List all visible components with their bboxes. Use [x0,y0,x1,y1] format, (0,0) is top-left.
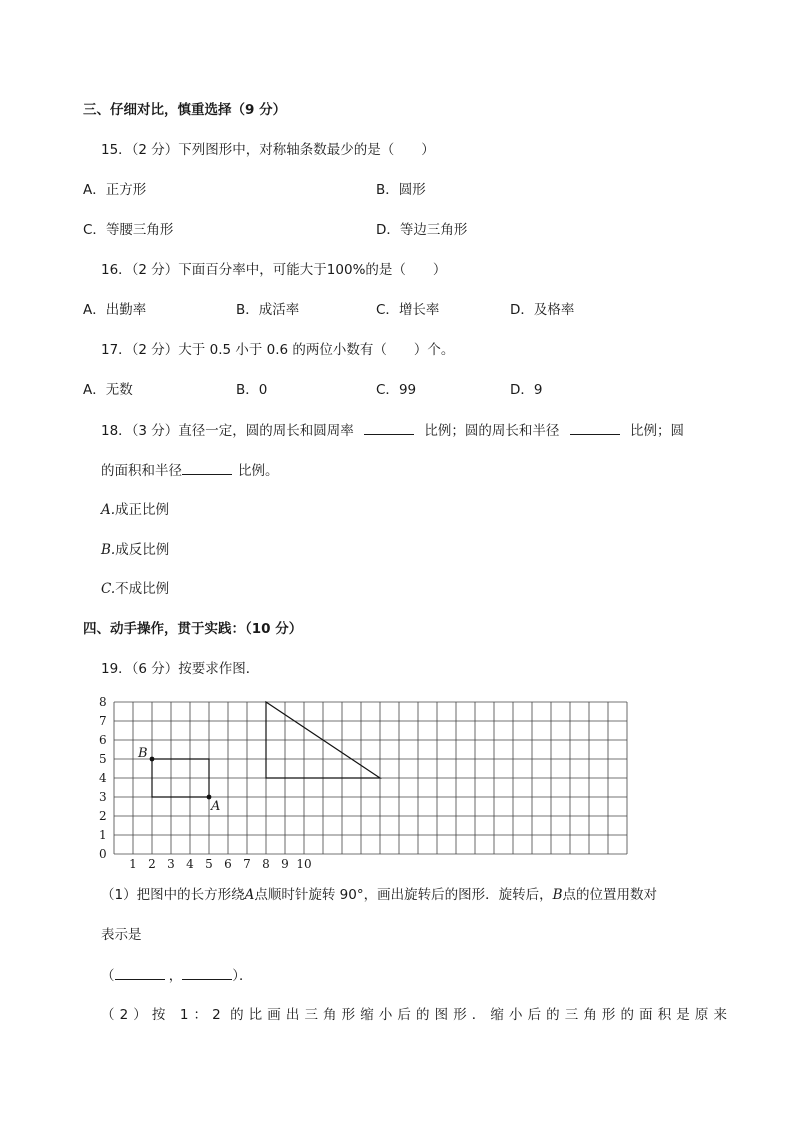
point-b-label: B [138,746,148,761]
q15-option-b: B．圆形 [376,182,426,198]
coordinate-grid [95,696,635,871]
y-tick-label: 7 [99,714,107,728]
q18-line-1: 18．（3 分）直径一定，圆的周长和圆周率 比例；圆的周长和半径 比例；圆 [101,420,684,441]
q19-sub1-line-1: （1）把图中的长方形绕A点顺时针旋转 90°，画出旋转后的图形．旋转后，B点的位置用数对 [101,887,657,903]
q18-option-a: A.成正比例 [101,502,170,518]
x-tick-label: 7 [243,857,251,871]
x-tick-label: 10 [296,857,312,871]
x-tick-label: 8 [262,857,270,871]
y-tick-label: 1 [99,828,107,842]
q19-blank-x[interactable] [115,965,165,980]
q18-blank-3[interactable] [182,460,232,475]
q15-option-a: A．正方形 [83,182,147,198]
q18-line-2: 的面积和半径 比例。 [101,460,279,481]
q18-blank-2[interactable] [570,420,620,435]
x-tick-label: 1 [129,857,137,871]
q19-stem: 19．（6 分）按要求作图． [101,661,260,677]
y-tick-label: 6 [99,733,107,747]
point-b-dot [150,757,155,762]
y-tick-label: 8 [99,696,107,709]
x-tick-label: 4 [186,857,194,871]
section-4-title: 四、动手操作，贯于实践：（10 分） [83,621,303,637]
q17-option-a: A．无数 [83,382,133,398]
q16-option-c: C．增长率 [376,302,440,318]
q15-option-c: C．等腰三角形 [83,222,174,238]
q17-option-c: C．99 [376,382,417,398]
q16-option-b: B．成活率 [236,302,300,318]
y-tick-label: 3 [99,790,107,804]
y-tick-label: 0 [99,847,107,861]
q17-option-b: B．0 [236,382,268,398]
q18-option-c: C.不成比例 [101,581,170,597]
x-tick-label: 2 [148,857,156,871]
x-axis-labels [129,857,311,871]
q15-option-d: D．等边三角形 [376,222,468,238]
q18-option-b: B.成反比例 [101,542,170,558]
q18-blank-1[interactable] [364,420,414,435]
section-3-title: 三、仔细对比，慎重选择（9 分） [83,102,287,118]
q19-sub2: （2）按 1：2 的比画出三角形缩小后的图形．缩小后的三角形的面积是原来 [101,1007,727,1023]
q19-sub1-line-2: 表示是 [101,927,142,943]
q16-option-a: A．出勤率 [83,302,147,318]
x-tick-label: 3 [167,857,175,871]
y-tick-label: 4 [99,771,107,785]
x-tick-label: 9 [281,857,289,871]
x-tick-label: 6 [224,857,232,871]
y-tick-label: 5 [99,752,107,766]
q19-sub1-line-3: （ ， ）． [101,965,253,986]
q19-blank-y[interactable] [182,965,232,980]
q17-option-d: D．9 [510,382,543,398]
y-axis-labels [99,696,107,861]
q15-stem: 15．（2 分）下列图形中，对称轴条数最少的是（ ） [101,142,435,158]
y-tick-label: 2 [99,809,107,823]
q16-stem: 16．（2 分）下面百分率中，可能大于100%的是（ ） [101,262,447,278]
q16-option-d: D．及格率 [510,302,575,318]
q17-stem: 17．（2 分）大于 0.5 小于 0.6 的两位小数有（ ）个。 [101,342,455,358]
point-a-label: A [211,799,221,814]
x-tick-label: 5 [205,857,213,871]
